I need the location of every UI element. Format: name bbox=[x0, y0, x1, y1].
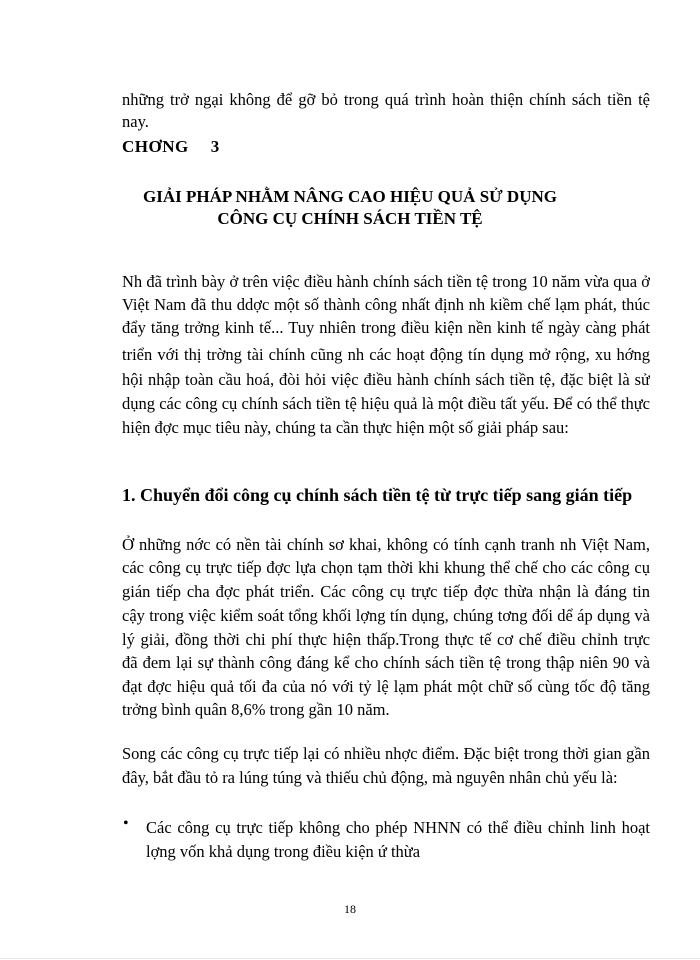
paragraph1-line-2: Việt Nam đã thu ddợc một số thành công nhất định nh kiềm chế lạm phát, thúc bbox=[122, 295, 650, 314]
paragraph1-line-1: Nh đã trình bày ở trên việc điều hành chính sách tiền tệ trong 10 năm vừa qua ở bbox=[122, 272, 650, 291]
paragraph2-line-2: các công cụ trực tiếp đợc lựa chọn tạm thời khi khung thể chế cho các công cụ bbox=[122, 558, 650, 577]
chapter-number: 3 bbox=[210, 137, 220, 156]
paragraph2-line-4: cậy trong việc kiểm soát tổng khối lợng tín dụng, chúng tơng đối dể áp dụng và bbox=[122, 606, 650, 625]
chapter-heading bbox=[122, 137, 220, 157]
page-number: 18 bbox=[344, 902, 356, 916]
paragraph1-line-4: triển với thị trờng tài chính cũng nh các hoạt động tín dụng mở rộng, xu hớng bbox=[122, 345, 650, 364]
paragraph2-line-7: đạt đợc hiệu quả tối đa của nó với tỷ lệ lạm phát một chữ số cùng tốc độ tăng bbox=[122, 677, 650, 696]
paragraph1-line-3: đẩy tăng trởng kinh tế... Tuy nhiên trong điều kiện nền kinh tế ngày càng phát bbox=[122, 318, 650, 337]
paragraph2-line-6: đã đem lại sự thành công đáng kể cho chính sách tiền tệ trong thập niên 90 và bbox=[122, 653, 650, 672]
chapter-label: CHƠNG bbox=[122, 137, 189, 156]
paragraph2-line-3: gián tiếp cha đợc phát triển. Các công cụ trực tiếp đợc thừa nhận là đáng tin bbox=[122, 582, 650, 601]
intro-line-2: nay. bbox=[122, 112, 149, 131]
chapter-title-line-1: GIẢI PHÁP NHẰM NÂNG CAO HIỆU QUẢ SỬ DỤNG bbox=[143, 187, 557, 206]
bullet-icon: • bbox=[123, 815, 129, 832]
section-heading: 1. Chuyển đổi công cụ chính sách tiền tệ từ trực tiếp sang gián tiếp bbox=[122, 485, 633, 505]
paragraph3-line-1: Song các công cụ trực tiếp lại có nhiều nhợc điểm. Đặc biệt trong thời gian gần bbox=[122, 744, 650, 763]
paragraph2-line-5: lý giải, đồng thời chi phí thực hiện thấp.Trong thực tế cơ chế điều chỉnh trực bbox=[122, 630, 650, 649]
bottom-divider bbox=[0, 958, 700, 959]
chapter-title-line-2: CÔNG CỤ CHÍNH SÁCH TIỀN TỆ bbox=[217, 209, 483, 228]
paragraph3-line-2: đây, bắt đầu tỏ ra lúng túng và thiếu chủ động, mà nguyên nhân chủ yếu là: bbox=[122, 768, 618, 787]
bullet-line-2: lợng vốn khả dụng trong điều kiện ứ thừa bbox=[146, 842, 421, 861]
paragraph1-line-6: dụng các công cụ chính sách tiền tệ hiệu quả là một điều tất yếu. Để có thể thực bbox=[122, 394, 650, 413]
paragraph2-line-8: trởng bình quân 8,6% trong gần 10 năm. bbox=[122, 700, 390, 719]
bullet-line-1: Các công cụ trực tiếp không cho phép NHNN có thể điều chỉnh linh hoạt bbox=[146, 818, 650, 837]
paragraph2-line-1: Ở những nớc có nền tài chính sơ khai, không có tính cạnh tranh nh Việt Nam, bbox=[122, 535, 650, 554]
paragraph1-line-7: hiện đợc mục tiêu này, chúng ta cần thực hiện một số giải pháp sau: bbox=[122, 418, 569, 437]
paragraph1-line-5: hội nhập toàn cầu hoá, đòi hỏi việc điều hành chính sách tiền tệ, đặc biệt là sử bbox=[122, 370, 650, 389]
intro-line-1: những trở ngại không để gỡ bỏ trong quá trình hoàn thiện chính sách tiền tệ bbox=[122, 90, 650, 109]
